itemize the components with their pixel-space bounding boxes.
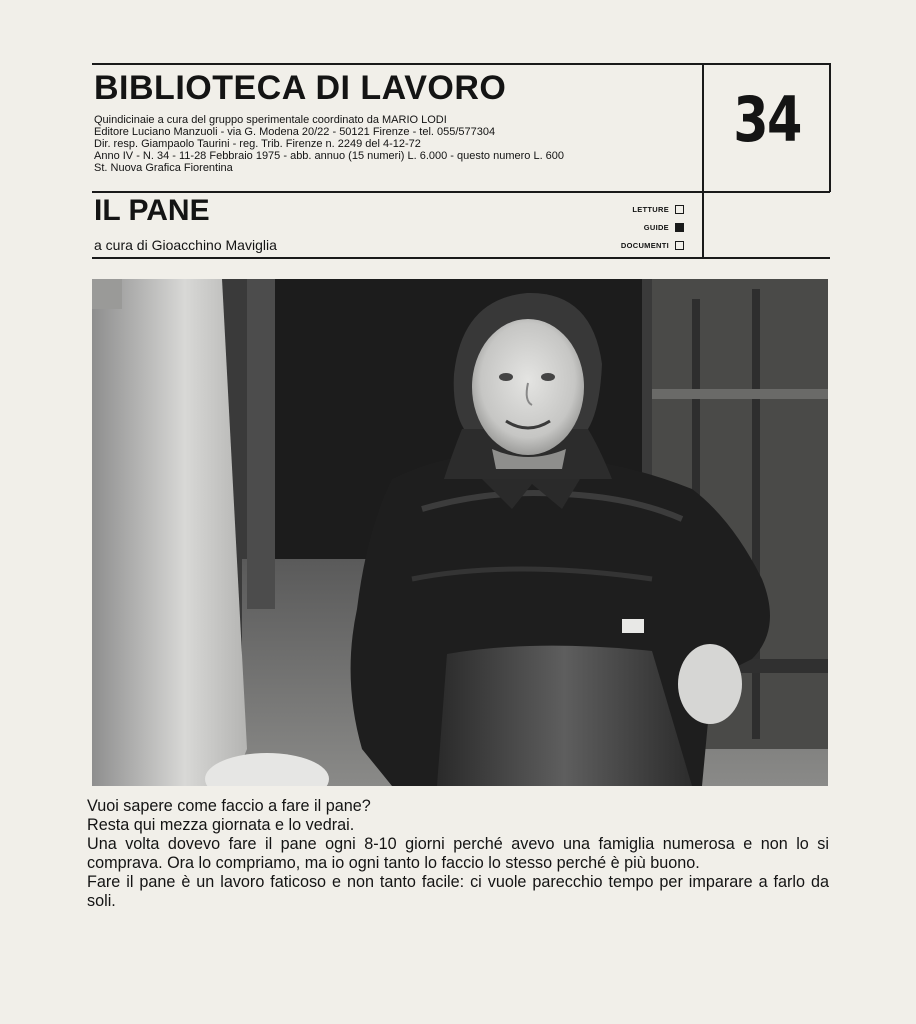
intro-paragraph: Vuoi sapere come faccio a fare il pane? <box>87 797 371 815</box>
series-title: BIBLIOTECA DI LAVORO <box>94 69 507 107</box>
frame-middle-rule <box>92 191 830 193</box>
imprint-line: Quindicinaie a cura del gruppo sperimentale coordinato da MARIO LODI <box>94 114 447 126</box>
category-label: GUIDE <box>643 222 669 232</box>
intro-text <box>87 797 829 911</box>
imprint-line: Anno IV - N. 34 - 11-28 Febbraio 1975 - abb. annuo (15 numeri) L. 6.000 - questo numero L. 600 <box>94 150 565 162</box>
frame-right-edge <box>829 63 831 192</box>
category-label: LETTURE <box>632 204 669 214</box>
category-guide <box>582 218 684 236</box>
category-checkbox-checked <box>675 223 684 232</box>
category-label: DOCUMENTI <box>620 240 669 250</box>
frame-bottom-rule <box>92 257 830 259</box>
intro-paragraph: Resta qui mezza giornata e lo vedrai. <box>87 816 355 834</box>
frame-top-rule <box>92 63 830 65</box>
category-letture <box>582 200 684 218</box>
masthead-box <box>92 63 830 258</box>
imprint-line: Editore Luciano Manzuoli - via G. Modena 20/22 - 50121 Firenze - tel. 055/577304 <box>94 126 496 138</box>
category-checkbox <box>675 241 684 250</box>
category-documenti <box>582 236 684 254</box>
cover-photo <box>92 279 828 786</box>
booklet-title: IL PANE <box>94 194 210 227</box>
imprint-line: St. Nuova Grafica Fiorentina <box>94 162 233 174</box>
imprint-block <box>94 114 694 174</box>
issue-number: 34 <box>733 83 801 156</box>
imprint-line: Dir. resp. Giampaolo Taurini - reg. Trib. Firenze n. 2249 del 4-12-72 <box>94 138 421 150</box>
booklet-curator: a cura di Gioacchino Maviglia <box>94 237 277 253</box>
woman-portrait-illustration <box>92 279 828 786</box>
frame-divider <box>702 63 704 258</box>
category-checkbox <box>675 205 684 214</box>
intro-paragraph: Fare il pane è un lavoro faticoso e non tanto facile: ci vuole parecchio tempo per imparare a farlo da soli. <box>87 873 829 910</box>
category-checklist <box>582 200 684 254</box>
intro-paragraph: Una volta dovevo fare il pane ogni 8-10 giorni perché avevo una famiglia numerosa e non lo si comprava. Ora lo compriamo, ma io ogni tanto lo faccio lo stesso perché è più buono. <box>87 835 829 872</box>
